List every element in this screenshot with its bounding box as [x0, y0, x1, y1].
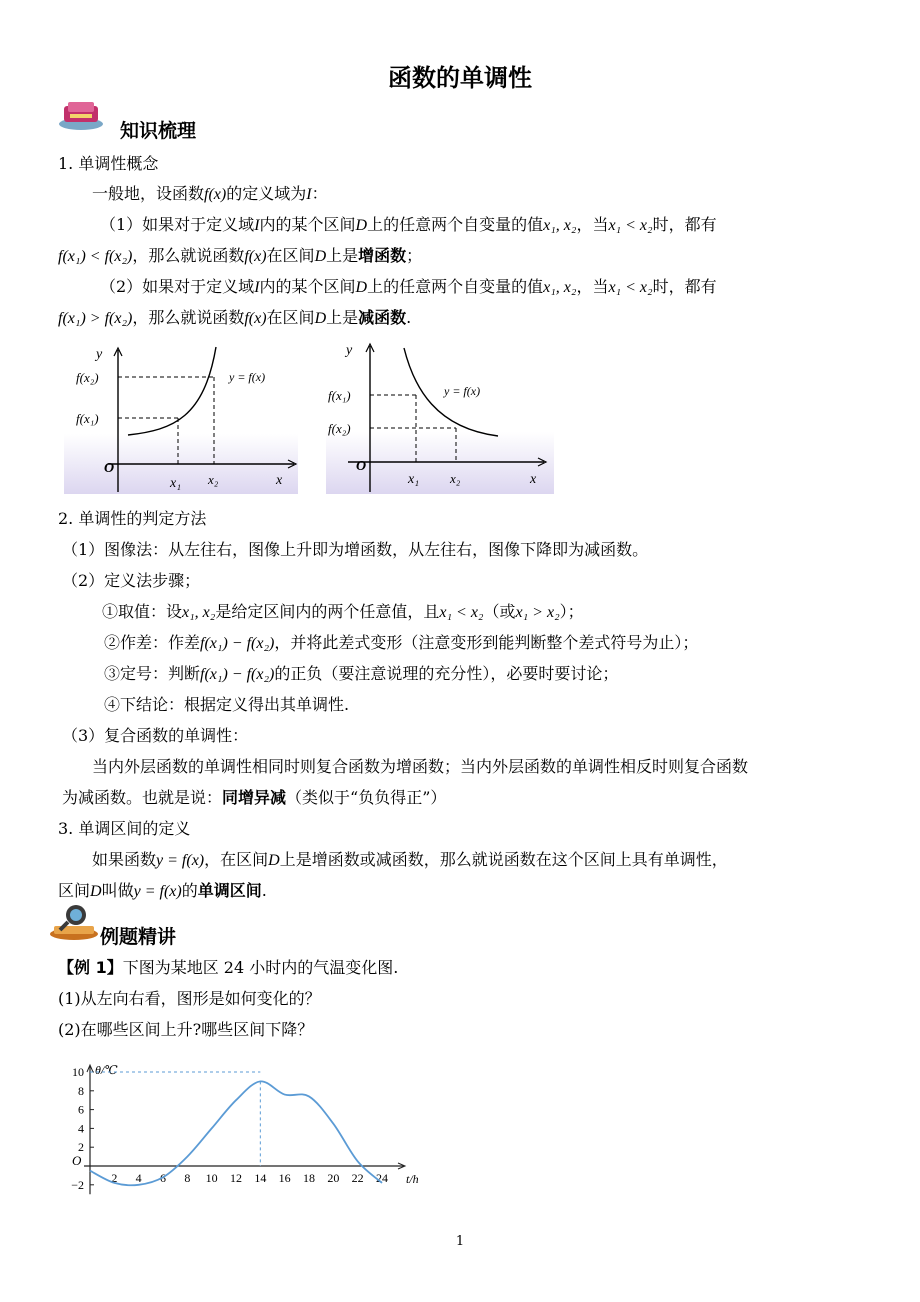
g2-y-label: y — [346, 343, 353, 358]
g1-x1: x₁ — [170, 476, 182, 491]
x-tick-label: 18 — [303, 1171, 315, 1185]
s2-method3: （3）复合函数的单调性： — [62, 726, 249, 745]
s1-p2-line1: （2）如果对于定义域I内的某个区间D上的任意两个自变量的值x₁, x₂，当x₁ < x₂时，都有 — [100, 277, 717, 296]
y-tick-label: 10 — [72, 1065, 84, 1079]
temperature-chart — [58, 1060, 428, 1200]
book-stack-icon — [56, 98, 106, 132]
s3-def-line2: 区间D叫做y = f(x)的单调区间. — [58, 881, 267, 900]
x-tick-label: 16 — [278, 1171, 291, 1185]
example-1-q2: (2)在哪些区间上升?哪些区间下降？ — [58, 1020, 314, 1039]
origin-label: O — [72, 1153, 82, 1168]
increasing-graph — [64, 342, 298, 494]
y-tick-label: −2 — [71, 1177, 84, 1192]
s1-p2-line2: f(x₁) > f(x₂)，那么就说函数f(x)在区间D上是减函数. — [58, 308, 412, 327]
g1-x2: x₂ — [208, 472, 219, 487]
s2-step1: ①取值：设x₁, x₂是给定区间内的两个任意值，且x₁ < x₂（或x₁ > x₂）； — [102, 602, 584, 621]
s2-composite-line1: 当内外层函数的单调性相同时则复合函数为增函数；当内外层函数的单调性相反时则复合函数 — [92, 757, 749, 776]
s1-p1-line1: （1）如果对于定义域I内的某个区间D上的任意两个自变量的值x₁, x₂，当x₁ < x₂时，都有 — [100, 215, 717, 234]
g1-origin: O — [104, 461, 115, 476]
y-axis-label: θ/℃ — [95, 1063, 118, 1077]
y-tick-label: 8 — [78, 1083, 84, 1098]
s3-heading: 3. 单调区间的定义 — [58, 819, 191, 838]
y-tick-label: 4 — [78, 1121, 84, 1136]
x-axis-label: t/h — [406, 1172, 419, 1186]
g1-x-label: x — [276, 473, 283, 488]
x-tick-label: 14 — [254, 1171, 267, 1185]
s2-step4: ④下结论：根据定义得出其单调性. — [104, 695, 350, 714]
x-tick-label: 10 — [205, 1171, 218, 1185]
page-title: 函数的单调性 — [388, 64, 532, 92]
x-tick-label: 20 — [327, 1171, 340, 1185]
s2-composite-line2: 为减函数。也就是说：同增异减（类似于“负负得正”） — [62, 788, 447, 807]
example-1-q1: (1)从左向右看，图形是如何变化的？ — [58, 989, 321, 1008]
y-tick-label: 6 — [78, 1102, 84, 1117]
g2-fx2: f(x₂) — [328, 421, 351, 436]
s2-method2: （2）定义法步骤； — [62, 571, 201, 590]
s1-intro: 一般地，设函数f(x)的定义域为I： — [92, 184, 328, 203]
s1-p1-line2: f(x₁) < f(x₂)，那么就说函数f(x)在区间D上是增函数； — [58, 246, 423, 265]
magnifier-book-icon — [48, 902, 100, 942]
x-tick-label: 6 — [160, 1171, 166, 1185]
decreasing-graph — [326, 338, 554, 494]
g1-y-label: y — [96, 347, 103, 362]
g1-func-label: y = f(x) — [229, 370, 266, 384]
s3-def-line1: 如果函数y = f(x)，在区间D上是增函数或减函数，那么就说函数在这个区间上具有单调性， — [92, 850, 728, 869]
x-tick-label: 2 — [111, 1171, 118, 1185]
y-tick-label: 2 — [78, 1140, 84, 1155]
g2-x-label: x — [530, 472, 537, 487]
example-1-statement: 【例 1】下图为某地区 24 小时内的气温变化图. — [58, 958, 399, 977]
x-tick-label: 24 — [376, 1171, 388, 1185]
g2-func-label: y = f(x) — [444, 384, 481, 398]
s2-step2: ②作差：作差f(x₁) − f(x₂)，并将此差式变形（注意变形到能判断整个差式符号为止）； — [104, 633, 699, 652]
s2-method1: （1）图像法：从左往右，图像上升即为增函数，从左往右，图像下降即为减函数。 — [62, 540, 649, 559]
x-tick-label: 22 — [351, 1171, 364, 1185]
s1-heading: 1. 单调性概念 — [58, 154, 159, 173]
s2-heading: 2. 单调性的判定方法 — [58, 509, 207, 528]
g1-fx2: f(x₂) — [76, 370, 99, 385]
section-examples: 例题精讲 — [100, 926, 177, 948]
g2-x2: x₂ — [450, 471, 461, 486]
g2-origin: O — [356, 459, 367, 474]
x-tick-label: 12 — [230, 1171, 242, 1185]
page-number: 1 — [455, 1234, 465, 1249]
s2-step3: ③定号：判断f(x₁) − f(x₂)的正负（要注意说理的充分性），必要时要讨论； — [104, 664, 619, 683]
section-knowledge: 知识梳理 — [120, 120, 197, 142]
x-tick-label: 4 — [135, 1171, 142, 1185]
temperature-series-line — [90, 1081, 382, 1185]
g2-fx1: f(x₁) — [328, 388, 351, 403]
g1-fx1: f(x₁) — [76, 411, 99, 426]
g2-x1: x₁ — [408, 472, 420, 487]
x-tick-label: 8 — [184, 1171, 191, 1185]
